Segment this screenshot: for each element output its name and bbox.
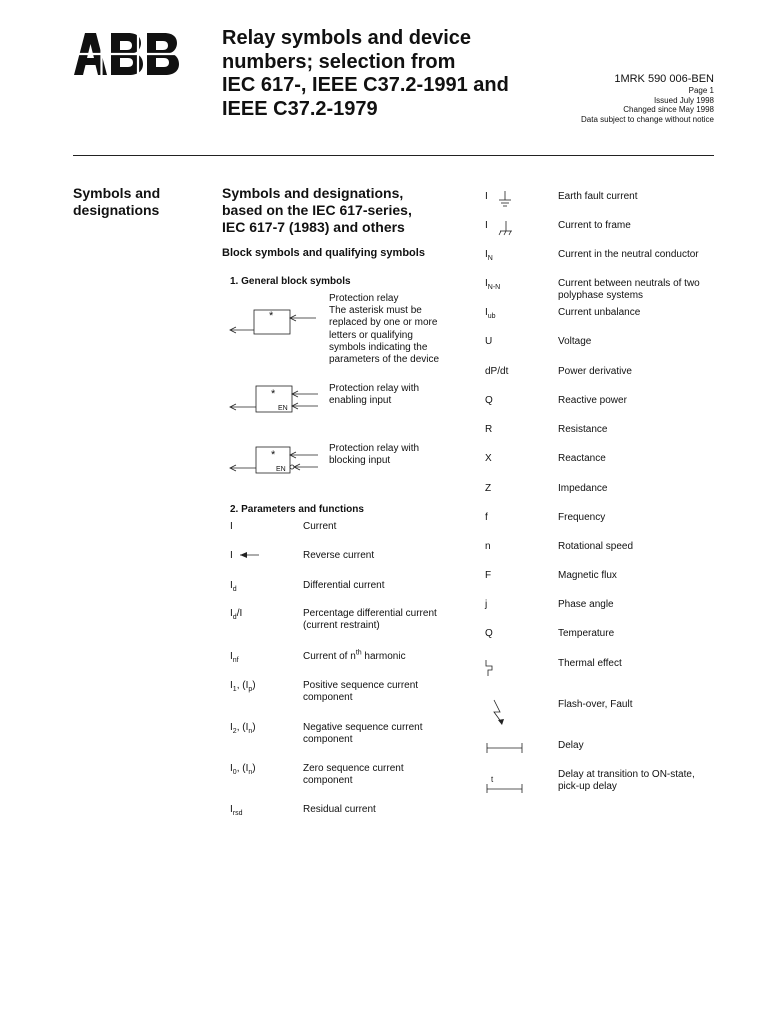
- enabling-relay-desc: [329, 383, 459, 407]
- param-desc: Percentage differential current (current restraint): [303, 608, 437, 632]
- header-divider: [73, 155, 714, 156]
- right-symbol: $I_N$: [485, 249, 493, 262]
- document-info: [581, 73, 714, 124]
- parameters-heading: 2. Parameters and functions: [230, 504, 364, 515]
- en-label: EN: [276, 466, 286, 473]
- delay-icon: [485, 742, 525, 754]
- page-number: Page 1: [688, 86, 714, 95]
- right-desc: Current between neutrals of two polyphase systems: [558, 278, 700, 302]
- right-desc: Thermal effect: [558, 658, 622, 669]
- section-heading: [73, 185, 203, 219]
- main-heading-line: IEC 617-7 (1983) and others: [222, 219, 405, 235]
- block-symbols-subheading: Block symbols and qualifying symbols: [222, 247, 425, 259]
- asterisk-label: *: [269, 310, 274, 322]
- blocking-relay-symbol: [228, 441, 323, 477]
- right-symbol: I: [485, 191, 513, 207]
- desc-line: replaced by one or more: [329, 317, 438, 329]
- right-desc: Resistance: [558, 424, 608, 435]
- desc-line: The asterisk must be: [329, 305, 422, 317]
- desc-line: Protection relay: [329, 293, 399, 304]
- changed-date: Changed since May 1998: [623, 105, 714, 114]
- right-symbol: U: [485, 336, 493, 347]
- desc-line: blocking input: [329, 455, 391, 467]
- abb-logo: [72, 33, 184, 75]
- desc-line: letters or qualifying: [329, 329, 413, 341]
- right-symbol: $I_{ub}$: [485, 307, 496, 320]
- right-symbol: F: [485, 570, 492, 581]
- section-heading-line: Symbols and: [73, 185, 161, 201]
- right-desc: Earth fault current: [558, 191, 638, 202]
- param-symbol: $I_0$, $(I_n)$: [230, 763, 256, 776]
- asterisk-label: *: [271, 388, 276, 400]
- param-symbol: $I_2$, $(I_n)$: [230, 722, 256, 735]
- param-desc: Current of $n^{th}$ harmonic: [303, 649, 406, 662]
- reverse-arrow-icon: [238, 551, 260, 559]
- right-desc: Magnetic flux: [558, 570, 617, 581]
- desc-line: parameters of the device: [329, 354, 440, 366]
- main-heading-line: based on the IEC 617-series,: [222, 202, 412, 218]
- right-desc: Delay at transition to ON-state, pick-up delay: [558, 769, 695, 793]
- right-symbol: n: [485, 541, 491, 552]
- notice-text: Data subject to change without notice: [581, 114, 714, 124]
- thermal-icon: [484, 659, 498, 677]
- desc-line: Protection relay with: [329, 383, 420, 394]
- protection-relay-symbol: [228, 300, 323, 340]
- right-symbol: Z: [485, 483, 492, 494]
- right-symbol: $I_{N-N}$: [485, 278, 501, 291]
- title-line: numbers; selection from: [222, 50, 456, 73]
- right-desc: Current unbalance: [558, 307, 641, 318]
- param-symbol: $I_1$, $(I_p)$: [230, 680, 256, 693]
- main-heading-line: Symbols and designations,: [222, 185, 404, 201]
- param-symbol: $I_{nf}$: [230, 651, 239, 664]
- param-desc: Differential current: [303, 580, 385, 591]
- delay-on-icon: [485, 775, 525, 795]
- desc-line: enabling input: [329, 395, 392, 407]
- right-symbol: dP/dt: [485, 366, 509, 377]
- param-symbol: $I_d/I$: [230, 608, 243, 621]
- document-title: [222, 27, 542, 121]
- param-desc: Reverse current: [303, 550, 375, 561]
- right-desc: Current in the neutral conductor: [558, 249, 699, 260]
- title-line: IEEE C37.2-1979: [222, 97, 378, 120]
- right-symbol: Q: [485, 628, 493, 639]
- doc-number: 1MRK 590 006-BEN: [614, 73, 714, 85]
- right-symbol: Q: [485, 395, 493, 406]
- right-desc: Current to frame: [558, 220, 631, 231]
- param-symbol: I: [230, 521, 233, 532]
- right-desc: Delay: [558, 740, 584, 751]
- enabling-relay-symbol: [228, 380, 323, 416]
- right-symbol: f: [485, 512, 488, 523]
- protection-relay-desc: [329, 293, 459, 366]
- desc-line: symbols indicating the: [329, 341, 428, 353]
- en-label: EN: [278, 405, 288, 412]
- frame-icon: [497, 220, 515, 236]
- param-symbol: I: [230, 550, 260, 562]
- blocking-relay-desc: [329, 443, 459, 467]
- right-desc: Phase angle: [558, 599, 614, 610]
- param-symbol: $I_{rsd}$: [230, 804, 243, 817]
- desc-line: Protection relay with: [329, 443, 420, 454]
- right-desc: Reactance: [558, 453, 606, 464]
- right-symbol: R: [485, 424, 493, 435]
- right-desc: Frequency: [558, 512, 606, 523]
- earth-icon: [497, 191, 513, 207]
- param-symbol: $I_d$: [230, 580, 237, 593]
- right-desc: Reactive power: [558, 395, 627, 406]
- right-desc: Power derivative: [558, 366, 632, 377]
- general-block-heading: 1. General block symbols: [230, 276, 351, 287]
- main-heading: [222, 185, 462, 236]
- right-desc: Temperature: [558, 628, 615, 639]
- right-symbol: I: [485, 220, 515, 236]
- right-desc: Impedance: [558, 483, 608, 494]
- param-desc: Residual current: [303, 804, 376, 815]
- param-desc: Current: [303, 521, 337, 532]
- param-desc: Positive sequence current component: [303, 680, 419, 704]
- issued-date: Issued July 1998: [653, 95, 714, 105]
- param-desc: Zero sequence current component: [303, 763, 404, 787]
- title-line: IEC 617-, IEEE C37.2-1991 and: [222, 74, 509, 96]
- title-line: Relay symbols and device: [222, 27, 472, 49]
- right-symbol: j: [485, 599, 488, 610]
- right-desc: Rotational speed: [558, 541, 634, 552]
- right-desc: Flash-over, Fault: [558, 699, 633, 710]
- flashover-icon: [488, 699, 512, 727]
- delay-t-label: t: [491, 775, 494, 784]
- right-desc: Voltage: [558, 336, 592, 347]
- param-desc: Negative sequence current component: [303, 722, 423, 746]
- asterisk-label: *: [271, 449, 276, 461]
- section-heading-line: designations: [73, 202, 160, 218]
- right-symbol: X: [485, 453, 492, 464]
